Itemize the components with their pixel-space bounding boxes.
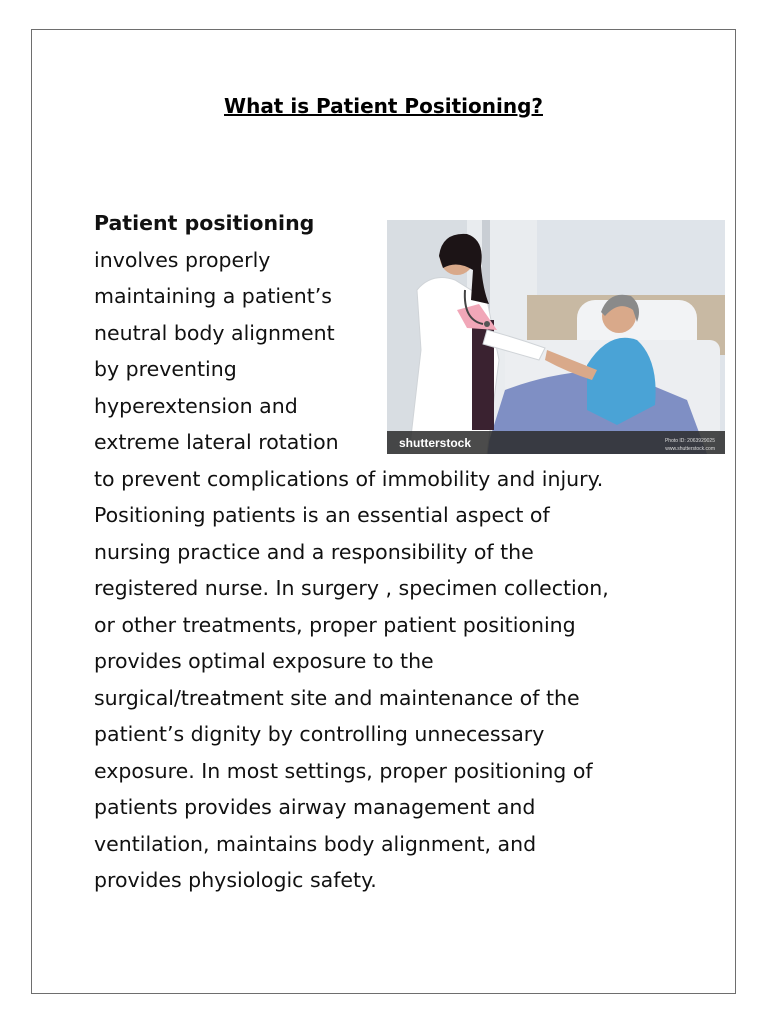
paragraph-line: provides optimal exposure to the: [94, 649, 434, 673]
paragraph-line: provides physiologic safety.: [94, 868, 377, 892]
paragraph-line: patient’s dignity by controlling unnecessary: [94, 722, 545, 746]
paragraph-line: to prevent complications of immobility and injury.: [94, 466, 604, 491]
photo-site-label: www.shutterstock.com: [665, 446, 715, 452]
paragraph-line: involves properly: [94, 247, 271, 272]
paragraph-line: extreme lateral rotation: [94, 430, 339, 454]
paragraph-line: registered nurse. In surgery , specimen collection,: [94, 576, 609, 600]
paragraph-line: exposure. In most settings, proper positioning of: [94, 758, 593, 783]
paragraph-line: ventilation, maintains body alignment, and: [94, 831, 537, 856]
shutterstock-watermark: shutterstock: [399, 436, 472, 450]
paragraph-line: surgical/treatment site and maintenance of the: [94, 685, 580, 710]
paragraph-line: neutral body alignment: [94, 320, 335, 345]
body-paragraph: [94, 205, 704, 899]
document-page: [31, 29, 736, 994]
paragraph-line: hyperextension and: [94, 393, 298, 418]
paragraph-line: maintaining a patient’s: [94, 284, 332, 308]
photo-id-label: Photo ID: 2063929025: [664, 438, 715, 444]
page-title: What is Patient Positioning?: [224, 94, 543, 118]
paragraph-line: nursing practice and a responsibility of the: [94, 539, 534, 564]
paragraph-line: or other treatments, proper patient positioning: [94, 612, 576, 637]
paragraph-line: patients provides airway management and: [94, 795, 536, 819]
paragraph-line: by preventing: [94, 357, 237, 381]
bold-lead-phrase: Patient positioning: [94, 211, 315, 235]
paragraph-line: Positioning patients is an essential aspect of: [94, 503, 550, 527]
